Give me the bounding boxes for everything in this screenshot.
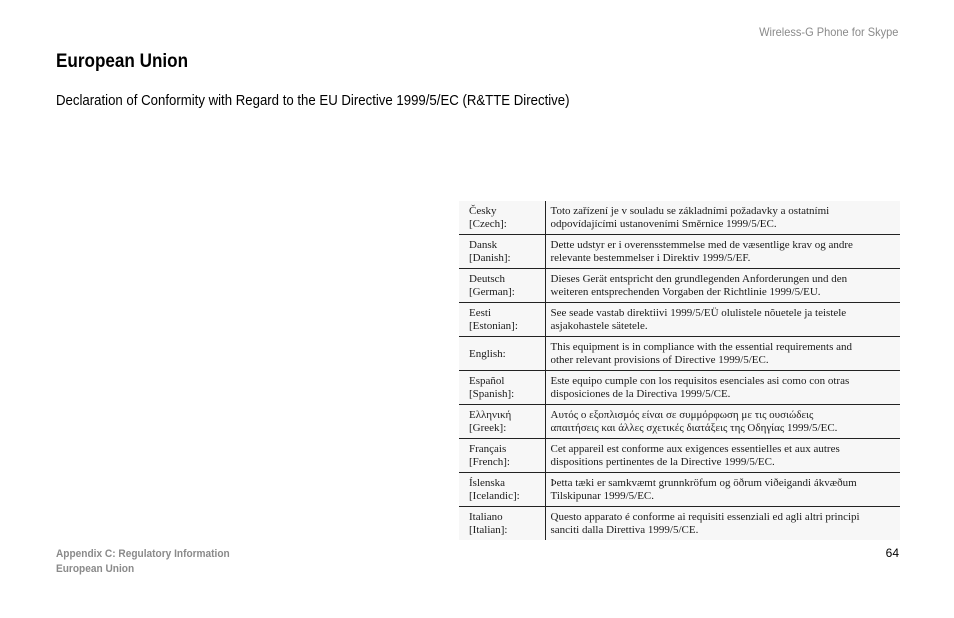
footer-breadcrumb [56,547,230,577]
language-cell [459,371,545,405]
table-row [459,303,900,337]
declaration-text-line: Dieses Gerät entspricht den grundlegenden Anforderungen und den [550,273,848,285]
language-english-name: [Estonian]: [469,320,518,332]
declaration-text-line: απαιτήσεις και άλλες σχετικές διατάξεις της Οδηγίας 1999/5/EC. [550,422,838,434]
footer-appendix-title: Appendix C: Regulatory Information [56,548,230,560]
declaration-text-line: Þetta tæki er samkvæmt grunnkröfum og öðrum viðeigandi ákvæðum [550,477,857,489]
declaration-text-cell [545,201,900,235]
declaration-text-line: Questo apparato é conforme ai requisiti essenziali ed agli altri principi [550,511,860,523]
declaration-text-cell [545,473,900,507]
language-english-name: [Czech]: [469,218,507,230]
declaration-text-line: asjakohastele sätetele. [550,320,648,332]
language-english-name: [Spanish]: [469,388,515,400]
declaration-text-cell [545,439,900,473]
declaration-text-line: This equipment is in compliance with the essential requirements and [550,341,853,353]
language-english-name: [German]: [469,286,515,298]
declaration-text-cell [545,507,900,541]
table-row [459,269,900,303]
running-header-title: Wireless-G Phone for Skype [758,25,898,39]
language-name: Français [469,443,507,455]
declaration-text-line: Dette udstyr er i overensstemmelse med de væsentlige krav og andre [550,239,853,251]
declaration-text-line: Este equipo cumple con los requisitos esenciales asi como con otras [550,375,850,387]
table-row [459,235,900,269]
language-name: Ελληνική [469,409,512,421]
declaration-text-cell [545,235,900,269]
section-subtitle: Declaration of Conformity with Regard to the EU Directive 1999/5/EC (R&TTE Directive) [56,92,570,109]
language-cell [459,269,545,303]
language-cell [459,337,545,371]
declaration-text-line: sanciti dalla Direttiva 1999/5/CE. [550,524,699,536]
declaration-text-line: weiteren entsprechenden Vorgaben der Richtlinie 1999/5/EU. [550,286,821,298]
footer-section-title: European Union [56,563,135,575]
language-cell [459,507,545,541]
language-name: Dansk [469,239,498,251]
declaration-text-cell [545,303,900,337]
language-cell [459,439,545,473]
table-row [459,507,900,541]
declaration-text-line: relevante bestemmelser i Direktiv 1999/5/EF. [550,252,751,264]
language-english-name: [Icelandic]: [469,490,520,502]
language-english-name: [Danish]: [469,252,511,264]
declaration-text-line: Tilskipunar 1999/5/EC. [550,490,654,502]
language-cell [459,405,545,439]
language-cell [459,303,545,337]
declaration-text-line: Cet appareil est conforme aux exigences essentielles et aux autres [550,443,840,455]
table-row [459,371,900,405]
page-number: 64 [885,546,899,560]
table-row [459,473,900,507]
language-cell [459,201,545,235]
language-english-name: [French]: [469,456,510,468]
language-cell [459,235,545,269]
language-name: Íslenska [469,477,506,489]
language-name: Česky [469,205,497,217]
language-english-name: [Italian]: [469,524,508,536]
declaration-text-line: disposiciones de la Directiva 1999/5/CE. [550,388,731,400]
declaration-text-line: dispositions pertinentes de la Directive 1999/5/EC. [550,456,775,468]
table-row [459,439,900,473]
table-row [459,405,900,439]
declaration-text-cell [545,405,900,439]
declaration-text-line: See seade vastab direktiivi 1999/5/EÜ olulistele nõuetele ja teistele [550,307,847,319]
section-title: European Union [56,51,189,72]
language-english-name: [Greek]: [469,422,507,434]
language-cell [459,473,545,507]
language-name: English: [469,347,506,360]
declaration-text-cell [545,337,900,371]
table-row [459,201,900,235]
language-name: Deutsch [469,273,506,285]
language-name: Italiano [469,511,503,523]
declaration-text-line: other relevant provisions of Directive 1999/5/EC. [550,354,769,366]
language-name: Eesti [469,307,491,319]
declaration-table [459,201,900,540]
declaration-text-line: Toto zařízení je v souladu se základními požadavky a ostatními [550,205,830,217]
declaration-text-line: Αυτός ο εξοπλισμός είναι σε συμμόρφωση με τις ουσιώδεις [550,409,814,421]
table-row [459,337,900,371]
declaration-text-cell [545,269,900,303]
declaration-text-cell [545,371,900,405]
language-name: Español [469,375,505,387]
declaration-text-line: odpovídajícími ustanoveními Směrnice 1999/5/EC. [550,218,777,230]
